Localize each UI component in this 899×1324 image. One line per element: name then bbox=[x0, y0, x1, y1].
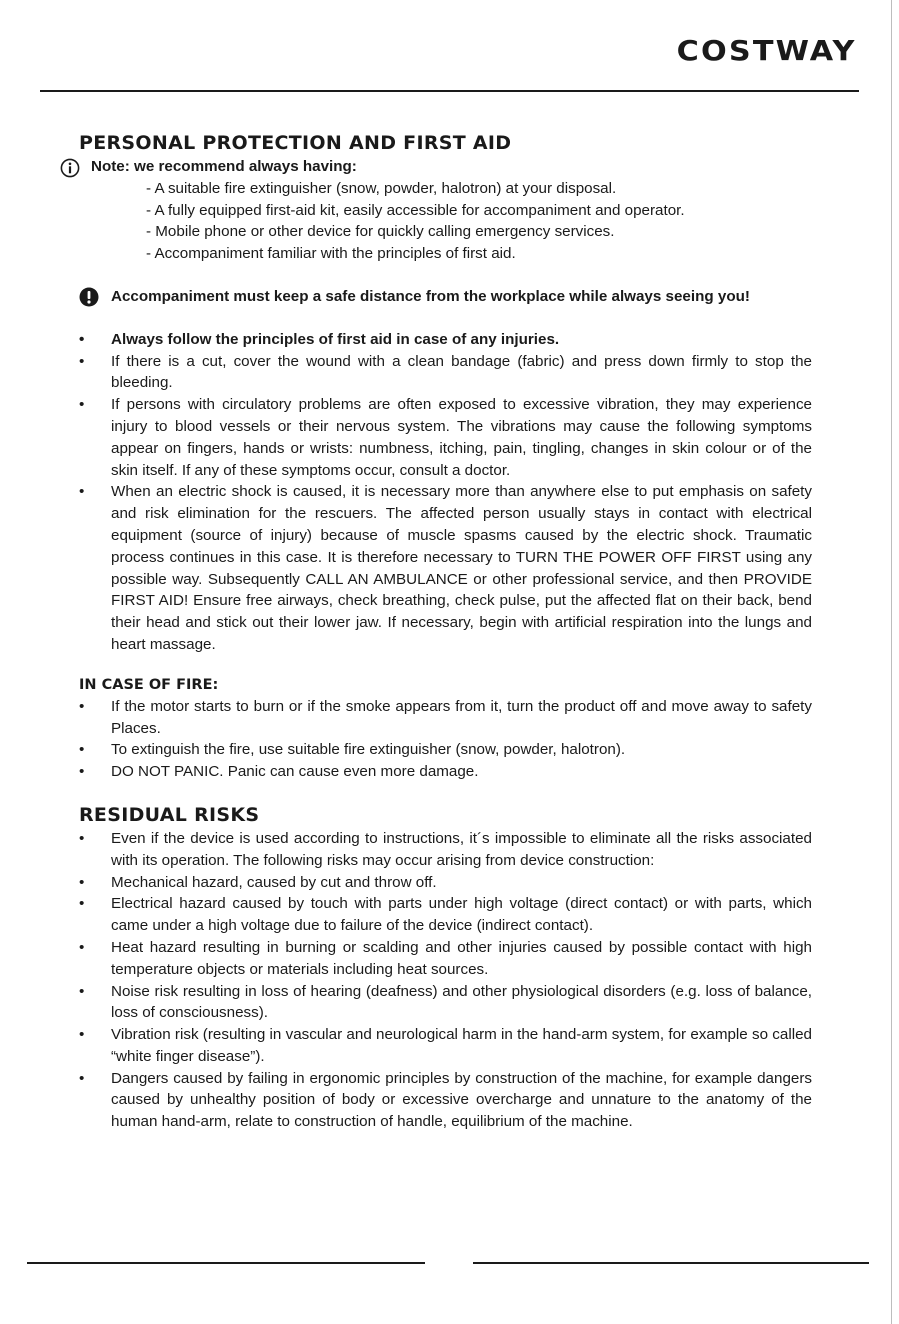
list-item: • When an electric shock is caused, it is necessary more than anywhere else to put emphasis on safety and risk elimination for the rescuers. The affected person usually stays in contact with electrical equipment (source of injury) because of muscle spasms caused by the electric shock. Traumatic process continues in this case. It is therefore necessary to TURN THE POWER OFF FIRST using any possible way. Subsequently CALL AN AMBULANCE or other professional service, and then PROVIDE FIRST AID! Ensure free airways, check breathing, check pulse, put the affected flat on their back, bend their head and stick out their lower jaw. If necessary, begin with artificial respiration into the lungs and heart massage. bbox=[79, 481, 812, 655]
page-content bbox=[79, 130, 812, 1133]
list-item: • Noise risk resulting in loss of hearing (deafness) and other physiological disorders (e.g. loss of balance, loss of consciousness). bbox=[79, 981, 812, 1025]
list-item: • Mechanical hazard, caused by cut and throw off. bbox=[79, 872, 812, 894]
section-title-first-aid: PERSONAL PROTECTION AND FIRST AID bbox=[79, 132, 512, 154]
list-item: • Electrical hazard caused by touch with parts under high voltage (direct contact) or with parts, which came under a high voltage due to failure of the device (indirect contact). bbox=[79, 893, 812, 937]
note-item: - A suitable fire extinguisher (snow, powder, halotron) at your disposal. bbox=[146, 179, 617, 197]
list-item: • To extinguish the fire, use suitable fire extinguisher (snow, powder, halotron). bbox=[79, 739, 812, 761]
warning-text: Accompaniment must keep a safe distance from the workplace while always seeing you! bbox=[111, 287, 750, 305]
footer-rule-right bbox=[473, 1262, 869, 1264]
exclamation-icon bbox=[79, 287, 99, 314]
list-item: • Vibration risk (resulting in vascular and neurological harm in the hand-arm system, for example so called “white finger disease”). bbox=[79, 1024, 812, 1068]
fire-list bbox=[79, 696, 812, 783]
list-item: • If persons with circulatory problems are often exposed to excessive vibration, they may experience injury to blood vessels or their nervous system. The vibrations may cause the following symptoms appear on fingers, hands or wrists: numbness, itching, pain, tingling, changes in skin colour or of the skin itself. If any of these symptoms occur, consult a doctor. bbox=[79, 394, 812, 481]
list-item: • Heat hazard resulting in burning or scalding and other injuries caused by possible contact with high temperature objects or materials including heat sources. bbox=[79, 937, 812, 981]
first-aid-list bbox=[79, 329, 812, 656]
risks-list bbox=[79, 828, 812, 1133]
list-item: • Even if the device is used according to instructions, it´s impossible to eliminate all the risks associated with its operation. The following risks may occur arising from device construction: bbox=[79, 828, 812, 872]
warning-block bbox=[79, 286, 812, 308]
note-item: - Mobile phone or other device for quickly calling emergency services. bbox=[146, 223, 615, 241]
note-block bbox=[60, 156, 812, 178]
section-title-residual-risks: RESIDUAL RISKS bbox=[79, 803, 260, 826]
list-item: • If there is a cut, cover the wound with a clean bandage (fabric) and press down firmly to stop the bleeding. bbox=[79, 351, 812, 395]
list-item: • If the motor starts to burn or if the smoke appears from it, turn the product off and move away to safety Places. bbox=[79, 696, 812, 740]
footer-rule-left bbox=[27, 1262, 425, 1264]
page-edge-line bbox=[891, 0, 892, 1324]
section-title-fire: IN CASE OF FIRE: bbox=[79, 676, 219, 693]
list-item: • DO NOT PANIC. Panic can cause even more damage. bbox=[79, 761, 812, 783]
list-item: • Dangers caused by failing in ergonomic principles by construction of the machine, for example dangers caused by unhealthy position of body or excessive overcharge and unnature to the anatomy of the human hand-arm, relate to construction of handle, equilibrium of the machine. bbox=[79, 1068, 812, 1133]
note-item: - A fully equipped first-aid kit, easily accessible for accompaniment and operator. bbox=[146, 201, 685, 219]
info-icon bbox=[60, 158, 80, 185]
brand-logo: COSTWAY bbox=[677, 34, 857, 67]
note-heading: Note: we recommend always having: bbox=[91, 158, 357, 175]
list-item: • Always follow the principles of first aid in case of any injuries. bbox=[79, 329, 812, 351]
header-rule bbox=[40, 90, 859, 92]
note-item: - Accompaniment familiar with the principles of first aid. bbox=[146, 245, 516, 263]
